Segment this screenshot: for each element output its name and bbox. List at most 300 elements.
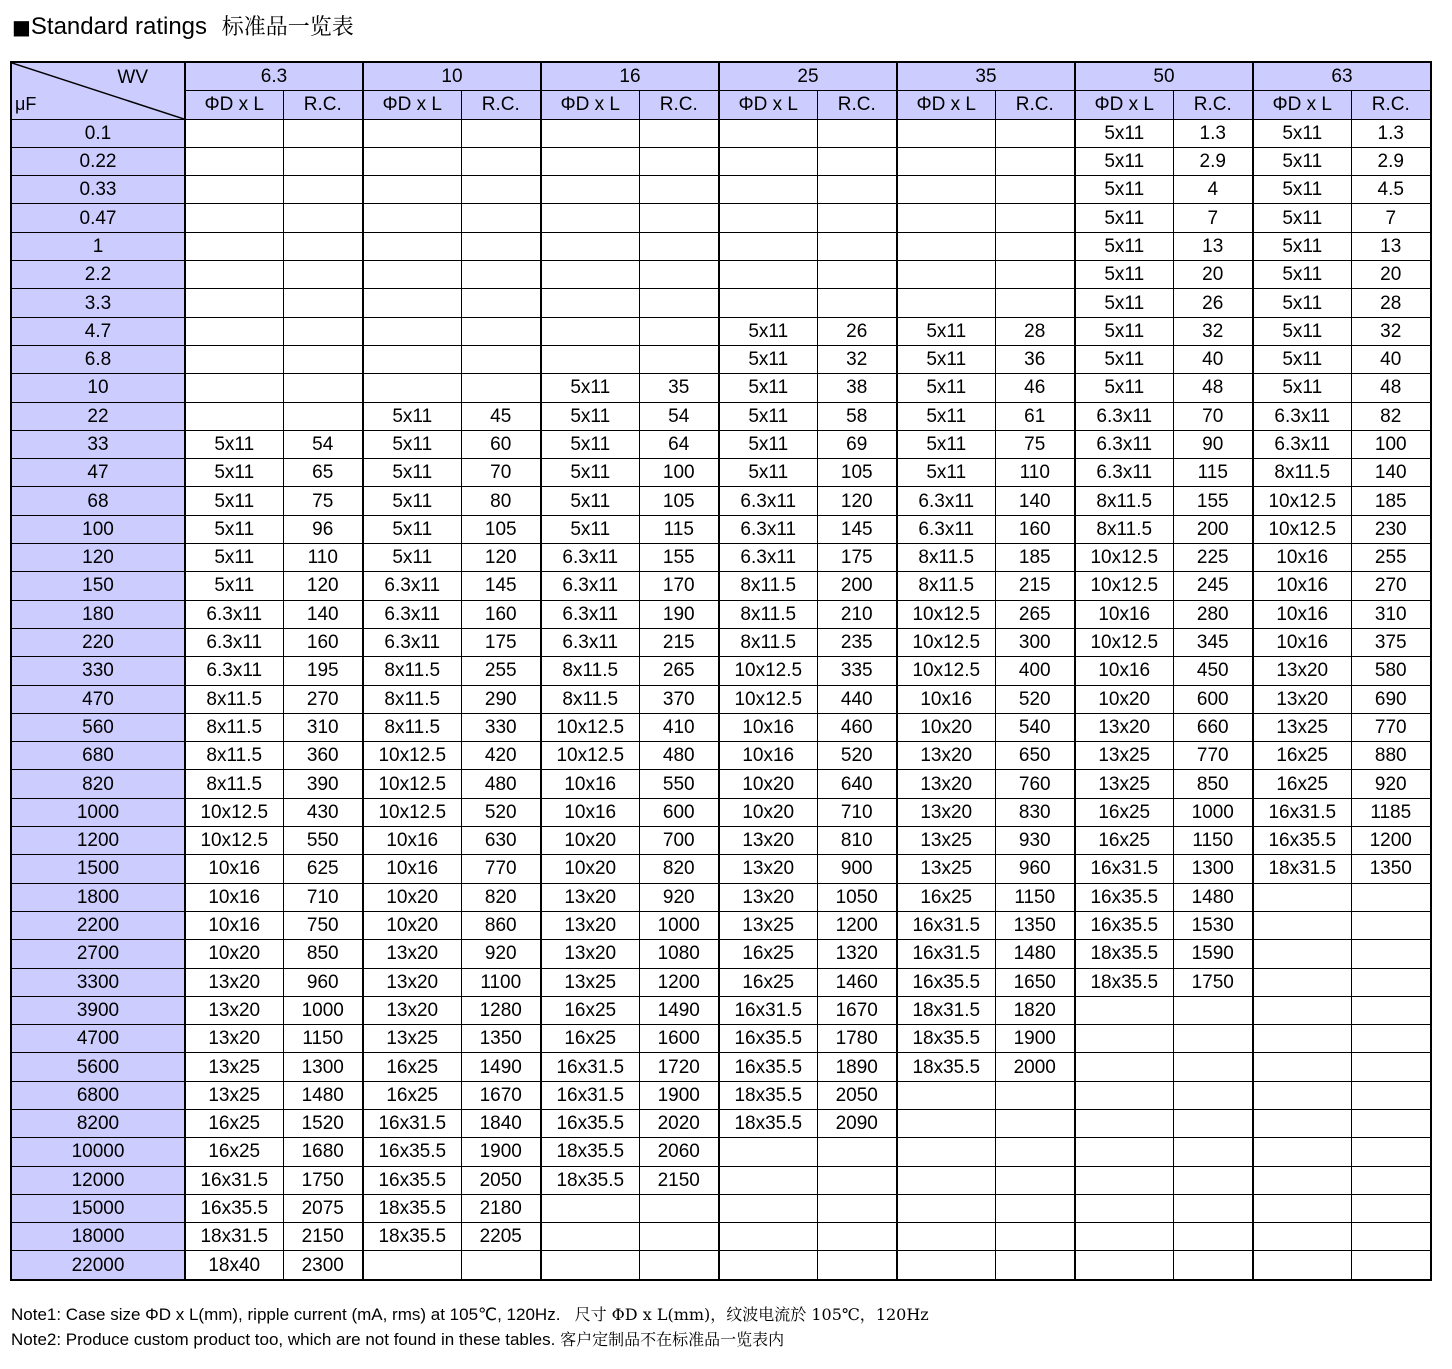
ripple-current-cell	[995, 1223, 1075, 1251]
case-size-cell	[185, 261, 283, 289]
ripple-current-cell	[461, 119, 541, 147]
ripple-current-cell: 370	[639, 685, 719, 713]
ripple-current-cell	[817, 1223, 897, 1251]
ripple-current-cell: 330	[461, 713, 541, 741]
case-size-cell: 6.3x11	[1075, 459, 1173, 487]
capacitance-cell: 22000	[11, 1251, 185, 1280]
capacitance-cell: 4.7	[11, 317, 185, 345]
case-size-cell	[541, 1251, 639, 1280]
ripple-current-header: R.C.	[1351, 91, 1431, 119]
ripple-current-cell	[817, 289, 897, 317]
table-row	[11, 742, 1431, 770]
case-size-cell: 5x11	[541, 430, 639, 458]
ripple-current-cell: 230	[1351, 515, 1431, 543]
case-size-cell	[897, 1081, 995, 1109]
ripple-current-cell	[461, 204, 541, 232]
case-size-cell: 5x11	[1253, 147, 1351, 175]
ripple-current-cell	[817, 147, 897, 175]
ripple-current-cell: 1820	[995, 996, 1075, 1024]
ripple-current-cell: 245	[1173, 572, 1253, 600]
case-size-cell: 8x11.5	[541, 685, 639, 713]
case-size-cell: 13x20	[363, 968, 461, 996]
case-size-cell: 13x20	[719, 855, 817, 883]
table-row	[11, 544, 1431, 572]
ripple-current-cell: 270	[283, 685, 363, 713]
voltage-header: 16	[541, 62, 719, 91]
case-size-cell: 16x35.5	[541, 1109, 639, 1137]
case-size-cell	[1075, 1138, 1173, 1166]
table-row	[11, 940, 1431, 968]
ripple-current-cell: 7	[1173, 204, 1253, 232]
ripple-current-cell: 1780	[817, 1025, 897, 1053]
ripple-current-cell: 650	[995, 742, 1075, 770]
ripple-current-cell	[639, 204, 719, 232]
case-size-cell	[185, 204, 283, 232]
ripple-current-cell	[461, 232, 541, 260]
case-size-cell: 10x16	[363, 827, 461, 855]
table-row	[11, 713, 1431, 741]
table-row	[11, 1138, 1431, 1166]
voltage-header-row	[11, 62, 1431, 91]
case-size-cell: 6.3x11	[185, 657, 283, 685]
case-size-cell: 5x11	[363, 459, 461, 487]
case-size-cell	[897, 1251, 995, 1280]
case-size-cell: 8x11.5	[363, 657, 461, 685]
case-size-cell: 10x16	[185, 883, 283, 911]
case-size-cell: 13x20	[185, 1025, 283, 1053]
case-size-cell: 10x12.5	[185, 798, 283, 826]
ripple-current-cell: 96	[283, 515, 363, 543]
ripple-current-cell: 1300	[1173, 855, 1253, 883]
case-size-cell	[897, 289, 995, 317]
ripple-current-cell: 26	[1173, 289, 1253, 317]
case-size-cell: 13x25	[1253, 713, 1351, 741]
ripple-current-cell	[1173, 1251, 1253, 1280]
corner-diagonal-line	[12, 63, 184, 119]
case-size-cell: 16x25	[185, 1138, 283, 1166]
case-size-cell	[541, 147, 639, 175]
ripple-current-cell: 140	[1351, 459, 1431, 487]
case-size-cell: 18x35.5	[897, 1025, 995, 1053]
capacitance-cell: 1500	[11, 855, 185, 883]
capacitance-cell: 470	[11, 685, 185, 713]
table-row	[11, 1025, 1431, 1053]
table-row	[11, 374, 1431, 402]
case-size-cell: 10x12.5	[897, 628, 995, 656]
ripple-current-cell: 160	[283, 628, 363, 656]
ripple-current-cell: 600	[639, 798, 719, 826]
case-size-cell	[719, 119, 817, 147]
case-size-cell	[363, 374, 461, 402]
ripple-current-cell: 145	[461, 572, 541, 600]
ripple-current-cell: 440	[817, 685, 897, 713]
ripple-current-header: R.C.	[461, 91, 541, 119]
table-row	[11, 628, 1431, 656]
ripple-current-cell	[1173, 996, 1253, 1024]
ripple-current-cell: 580	[1351, 657, 1431, 685]
ripple-current-cell: 540	[995, 713, 1075, 741]
case-size-cell: 10x12.5	[1075, 572, 1173, 600]
ripple-current-cell: 2150	[639, 1166, 719, 1194]
ripple-current-cell	[283, 289, 363, 317]
ripple-current-cell	[995, 147, 1075, 175]
case-size-cell: 8x11.5	[1075, 487, 1173, 515]
capacitance-cell: 3.3	[11, 289, 185, 317]
ripple-current-cell	[461, 1251, 541, 1280]
case-size-cell: 13x20	[541, 883, 639, 911]
case-size-cell: 13x25	[185, 1053, 283, 1081]
ripple-current-cell	[283, 232, 363, 260]
case-size-cell	[541, 345, 639, 373]
ripple-current-cell	[1351, 996, 1431, 1024]
voltage-axis-label: WV	[117, 67, 148, 88]
ripple-current-cell: 100	[1351, 430, 1431, 458]
case-size-cell: 10x16	[719, 713, 817, 741]
ripple-current-cell: 520	[461, 798, 541, 826]
ripple-current-cell: 2.9	[1351, 147, 1431, 175]
case-size-cell: 10x16	[897, 685, 995, 713]
ripple-current-cell: 160	[995, 515, 1075, 543]
table-row	[11, 827, 1431, 855]
ripple-current-cell: 110	[283, 544, 363, 572]
case-size-cell: 5x11	[719, 317, 817, 345]
case-size-cell: 5x11	[1075, 345, 1173, 373]
ripple-current-cell	[995, 232, 1075, 260]
ripple-current-cell: 550	[639, 770, 719, 798]
case-size-cell: 18x31.5	[1253, 855, 1351, 883]
case-size-header: ΦD x L	[1075, 91, 1173, 119]
ripple-current-cell	[639, 147, 719, 175]
case-size-cell: 8x11.5	[185, 742, 283, 770]
case-size-cell: 8x11.5	[363, 685, 461, 713]
ripple-current-cell: 1530	[1173, 911, 1253, 939]
case-size-cell: 10x12.5	[897, 657, 995, 685]
ripple-current-cell: 770	[1351, 713, 1431, 741]
case-size-cell: 5x11	[1253, 345, 1351, 373]
ripple-current-cell: 160	[461, 600, 541, 628]
case-size-cell: 8x11.5	[185, 713, 283, 741]
case-size-cell: 13x20	[541, 940, 639, 968]
table-row	[11, 176, 1431, 204]
case-size-cell: 16x25	[185, 1109, 283, 1137]
case-size-cell: 5x11	[719, 459, 817, 487]
case-size-cell: 16x31.5	[185, 1166, 283, 1194]
case-size-cell: 13x25	[719, 911, 817, 939]
case-size-cell	[1075, 1109, 1173, 1137]
case-size-cell: 13x20	[363, 996, 461, 1024]
case-size-cell: 5x11	[1075, 261, 1173, 289]
case-size-cell: 10x20	[363, 883, 461, 911]
ripple-current-cell: 1670	[461, 1081, 541, 1109]
ripple-current-cell: 28	[995, 317, 1075, 345]
case-size-cell: 5x11	[897, 459, 995, 487]
ripple-current-cell	[1351, 1138, 1431, 1166]
case-size-cell	[1253, 940, 1351, 968]
ripple-current-cell	[283, 261, 363, 289]
voltage-header: 35	[897, 62, 1075, 91]
case-size-cell	[719, 1223, 817, 1251]
ripple-current-cell	[639, 261, 719, 289]
case-size-cell	[363, 345, 461, 373]
ripple-current-cell: 61	[995, 402, 1075, 430]
capacitance-cell: 150	[11, 572, 185, 600]
capacitance-cell: 680	[11, 742, 185, 770]
case-size-cell: 16x25	[719, 968, 817, 996]
table-row	[11, 968, 1431, 996]
ripple-current-cell	[1351, 940, 1431, 968]
case-size-cell: 6.3x11	[363, 572, 461, 600]
case-size-cell: 10x16	[185, 855, 283, 883]
case-size-cell: 18x35.5	[541, 1138, 639, 1166]
note-2-chinese: 客户定制品不在标准品一览表内	[560, 1330, 785, 1349]
case-size-cell: 5x11	[541, 459, 639, 487]
ripple-current-cell	[639, 232, 719, 260]
capacitance-cell: 0.33	[11, 176, 185, 204]
case-size-cell: 8x11.5	[541, 657, 639, 685]
case-size-cell: 5x11	[897, 345, 995, 373]
ripple-current-cell	[1351, 883, 1431, 911]
ripple-current-cell	[1173, 1081, 1253, 1109]
case-size-cell: 5x11	[185, 430, 283, 458]
ripple-current-cell	[995, 1251, 1075, 1280]
ripple-current-cell	[1351, 1053, 1431, 1081]
case-size-cell: 13x20	[719, 883, 817, 911]
case-size-cell	[363, 176, 461, 204]
ripple-current-cell	[283, 204, 363, 232]
ripple-current-cell: 215	[995, 572, 1075, 600]
table-row	[11, 261, 1431, 289]
ripple-current-cell: 810	[817, 827, 897, 855]
case-size-cell	[897, 1109, 995, 1137]
case-size-cell: 8x11.5	[897, 544, 995, 572]
ripple-current-cell	[817, 176, 897, 204]
ripple-current-cell	[461, 374, 541, 402]
ripple-current-cell: 2300	[283, 1251, 363, 1280]
ripple-current-cell: 690	[1351, 685, 1431, 713]
case-size-cell: 5x11	[363, 487, 461, 515]
ripple-current-cell: 36	[995, 345, 1075, 373]
case-size-cell: 10x20	[185, 940, 283, 968]
ripple-current-cell: 1520	[283, 1109, 363, 1137]
table-row	[11, 657, 1431, 685]
case-size-cell	[1253, 1025, 1351, 1053]
case-size-cell: 16x25	[541, 1025, 639, 1053]
ripple-current-cell: 1490	[639, 996, 719, 1024]
ripple-current-cell: 4.5	[1351, 176, 1431, 204]
ripple-current-cell: 20	[1173, 261, 1253, 289]
case-size-cell	[363, 119, 461, 147]
case-size-cell: 10x16	[541, 770, 639, 798]
case-size-cell: 10x16	[1253, 572, 1351, 600]
ripple-current-cell: 2060	[639, 1138, 719, 1166]
ripple-current-cell	[1173, 1053, 1253, 1081]
case-size-cell: 13x20	[1253, 657, 1351, 685]
case-size-cell	[1253, 1251, 1351, 1280]
ripple-current-cell: 1670	[817, 996, 897, 1024]
case-size-cell: 8x11.5	[719, 600, 817, 628]
table-row	[11, 515, 1431, 543]
case-size-cell: 18x35.5	[719, 1081, 817, 1109]
case-size-cell	[1253, 996, 1351, 1024]
ripple-current-cell	[995, 289, 1075, 317]
ripple-current-cell	[461, 289, 541, 317]
case-size-cell: 10x16	[363, 855, 461, 883]
ripple-current-cell: 145	[817, 515, 897, 543]
ripple-current-header: R.C.	[1173, 91, 1253, 119]
case-size-cell: 5x11	[1075, 147, 1173, 175]
ripple-current-cell: 2075	[283, 1194, 363, 1222]
square-bullet-icon: ■	[12, 15, 31, 39]
table-row	[11, 1194, 1431, 1222]
table-row	[11, 1251, 1431, 1280]
case-size-cell	[363, 317, 461, 345]
case-size-cell: 5x11	[1253, 232, 1351, 260]
case-size-cell: 6.3x11	[1253, 430, 1351, 458]
ripple-current-cell	[995, 176, 1075, 204]
ripple-current-cell: 750	[283, 911, 363, 939]
ripple-current-cell: 45	[461, 402, 541, 430]
case-size-cell: 13x25	[897, 827, 995, 855]
ripple-current-cell: 860	[461, 911, 541, 939]
case-size-cell: 16x35.5	[363, 1138, 461, 1166]
ripple-current-cell: 880	[1351, 742, 1431, 770]
ripple-current-cell: 140	[283, 600, 363, 628]
ripple-current-cell: 80	[461, 487, 541, 515]
case-size-cell	[541, 119, 639, 147]
ripple-current-cell: 64	[639, 430, 719, 458]
ripple-current-cell	[639, 1194, 719, 1222]
table-row	[11, 232, 1431, 260]
case-size-cell	[185, 232, 283, 260]
ripple-current-cell: 2000	[995, 1053, 1075, 1081]
ripple-current-cell: 155	[1173, 487, 1253, 515]
case-size-cell: 5x11	[363, 544, 461, 572]
ripple-current-cell: 255	[1351, 544, 1431, 572]
case-size-cell: 18x35.5	[363, 1194, 461, 1222]
ripple-current-cell: 69	[817, 430, 897, 458]
case-size-cell	[719, 261, 817, 289]
case-size-cell: 10x12.5	[1253, 515, 1351, 543]
case-size-cell: 5x11	[363, 402, 461, 430]
ripple-current-cell	[1173, 1166, 1253, 1194]
table-row	[11, 1166, 1431, 1194]
ripple-current-cell: 38	[817, 374, 897, 402]
ripple-current-cell: 1080	[639, 940, 719, 968]
case-size-cell: 18x31.5	[897, 996, 995, 1024]
case-size-cell: 16x25	[541, 996, 639, 1024]
ripple-current-cell: 54	[639, 402, 719, 430]
case-size-header: ΦD x L	[541, 91, 639, 119]
ripple-current-cell: 310	[283, 713, 363, 741]
capacitance-cell: 1200	[11, 827, 185, 855]
case-size-cell: 5x11	[1253, 317, 1351, 345]
ripple-current-cell: 1150	[995, 883, 1075, 911]
ripple-current-cell: 2205	[461, 1223, 541, 1251]
table-row	[11, 1223, 1431, 1251]
ripple-current-header: R.C.	[995, 91, 1075, 119]
ripple-current-cell: 185	[1351, 487, 1431, 515]
ripple-current-cell: 32	[817, 345, 897, 373]
case-size-cell: 16x35.5	[897, 968, 995, 996]
ripple-current-cell: 48	[1351, 374, 1431, 402]
ripple-current-cell	[639, 289, 719, 317]
case-size-cell: 10x12.5	[541, 742, 639, 770]
ripple-current-cell: 190	[639, 600, 719, 628]
case-size-cell	[1253, 1166, 1351, 1194]
case-size-cell	[1253, 968, 1351, 996]
table-row	[11, 1109, 1431, 1137]
case-size-cell	[897, 261, 995, 289]
capacitance-axis-label: μF	[15, 93, 37, 114]
table-row	[11, 1053, 1431, 1081]
table-row	[11, 459, 1431, 487]
case-size-cell: 6.3x11	[541, 628, 639, 656]
ripple-current-cell: 960	[995, 855, 1075, 883]
case-size-cell	[719, 1138, 817, 1166]
ripple-current-header: R.C.	[283, 91, 363, 119]
ripple-current-cell: 710	[817, 798, 897, 826]
case-size-cell: 18x40	[185, 1251, 283, 1280]
ripple-current-cell: 760	[995, 770, 1075, 798]
ripple-current-cell: 345	[1173, 628, 1253, 656]
ripple-current-cell: 520	[817, 742, 897, 770]
case-size-cell: 5x11	[1253, 374, 1351, 402]
case-size-cell: 16x31.5	[1075, 855, 1173, 883]
case-size-cell: 8x11.5	[185, 770, 283, 798]
page-title	[12, 10, 354, 41]
case-size-cell	[185, 317, 283, 345]
ripple-current-cell	[995, 1081, 1075, 1109]
case-size-cell	[541, 289, 639, 317]
case-size-cell: 10x20	[897, 713, 995, 741]
capacitance-cell: 8200	[11, 1109, 185, 1137]
ripple-current-cell: 60	[461, 430, 541, 458]
case-size-cell: 16x25	[363, 1053, 461, 1081]
case-size-cell	[185, 345, 283, 373]
case-size-cell: 13x25	[541, 968, 639, 996]
ripple-current-cell	[1351, 968, 1431, 996]
ripple-current-cell: 1590	[1173, 940, 1253, 968]
case-size-cell	[897, 1166, 995, 1194]
case-size-cell: 16x25	[1253, 770, 1351, 798]
ripple-current-cell: 300	[995, 628, 1075, 656]
ripple-current-cell: 210	[817, 600, 897, 628]
capacitance-cell: 0.22	[11, 147, 185, 175]
case-size-cell	[185, 289, 283, 317]
case-size-cell: 5x11	[719, 345, 817, 373]
case-size-cell	[1253, 911, 1351, 939]
ripple-current-cell: 2090	[817, 1109, 897, 1137]
case-size-cell: 5x11	[185, 487, 283, 515]
ripple-current-cell: 58	[817, 402, 897, 430]
ripple-current-cell: 175	[817, 544, 897, 572]
ripple-current-cell: 110	[995, 459, 1075, 487]
ripple-current-cell	[817, 1138, 897, 1166]
ripple-current-cell: 1200	[817, 911, 897, 939]
ripple-current-cell: 1900	[639, 1081, 719, 1109]
ripple-current-cell: 930	[995, 827, 1075, 855]
ripple-current-cell: 1480	[1173, 883, 1253, 911]
ripple-current-cell: 1480	[283, 1081, 363, 1109]
case-size-cell: 5x11	[897, 402, 995, 430]
table-row	[11, 317, 1431, 345]
capacitance-cell: 820	[11, 770, 185, 798]
case-size-cell: 10x20	[719, 798, 817, 826]
ripple-current-cell: 520	[995, 685, 1075, 713]
case-size-cell: 10x20	[1075, 685, 1173, 713]
case-size-cell	[1075, 1081, 1173, 1109]
capacitance-cell: 5600	[11, 1053, 185, 1081]
